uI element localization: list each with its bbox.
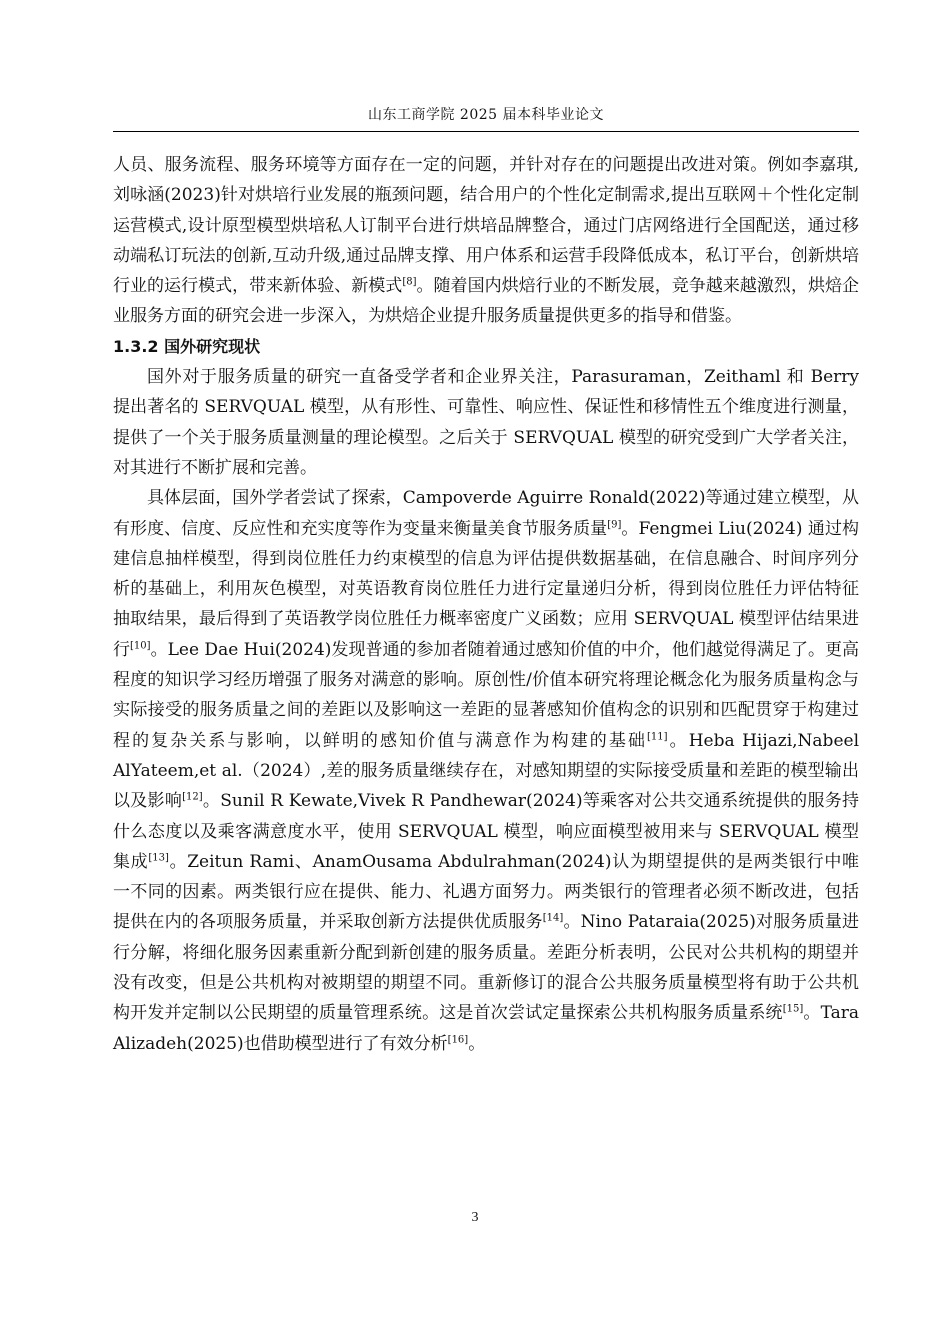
text-segment: 。Zeitun Rami、AnamOusama Abdulrahman(2024)认为期望提供的是两类银行中唯一不同的因素。两类银行应在提供、能力、礼遇方面努力。两类银行的管理者必须不断改进，包括提供在内的各项服务质量，并采取创新方法提供优质服务 xyxy=(113,851,859,933)
text-segment: 。Lee Dae Hui(2024)发现普通的参加者随着通过感知价值的中介，他们越觉得满足了。更高程度的知识学习经历增强了服务对满意的影响。原创性/价值本研究将理论概念化为服务质量构念与实际接受的服务质量之间的差距以及影响这一差距的显著感知价值构念的识别和匹配贯穿于构建过程的复杂关系与影响，以鲜明的感知价值与满意作为构建的基础 xyxy=(113,639,860,751)
citation-14: [14] xyxy=(542,912,564,924)
citation-9: [9] xyxy=(607,518,622,530)
citation-16: [16] xyxy=(447,1033,469,1045)
text-segment: 具体层面，国外学者尝试了探索，Campoverde Aguirre Ronald(2022)等通过建立模型，从有形度、信度、反应性和充实度等作为变量来衡量美食节服务质量 xyxy=(113,488,859,539)
citation-8: [8] xyxy=(402,276,417,288)
running-header: 山东工商学院 2025 届本科毕业论文 xyxy=(367,107,605,123)
intro-text: 人员、服务流程、服务环境等方面存在一定的问题，并针对存在的问题提出改进对策。例如李嘉琪,刘咏涵(2023)针对烘培行业发展的瓶颈问题，结合用户的个性化定制需求,提出互联网＋个性化定制运营模式,设计原型模型烘培私人订制平台进行烘培品牌整合，通过门店网络进行全国配送，通过移动端私订玩法的创新,互动升级,通过品牌支撑、用户体系和运营手段降低成本，私订平台，创新烘培行业的运行模式，带来新体验、新模式 xyxy=(113,155,859,297)
header-rule xyxy=(113,131,859,132)
citation-11: [11] xyxy=(647,730,668,742)
body-text xyxy=(113,150,859,1059)
intro-tail: 。随着国内烘焙行业的不断发展，竞争越来越激烈，烘焙企业服务方面的研究会进一步深入，为烘焙企业提升服务质量提供更多的指导和借鉴。 xyxy=(113,276,859,327)
page-number: 3 xyxy=(471,1210,479,1225)
text-segment: 。Tara Alizadeh(2025)也借助模型进行了有效分析 xyxy=(113,1003,859,1054)
citation-10: [10] xyxy=(130,640,151,652)
paragraph-foreign-studies xyxy=(113,483,859,1059)
citation-12: [12] xyxy=(182,791,203,803)
text-segment: 。Sunil R Kewate,Vivek R Pandhewar(2024)等乘客对公共交通系统提供的服务持什么态度以及乘客满意度水平，使用 SERVQUAL 模型，响应面模型被用来与 SERVQUAL 模型集成 xyxy=(113,791,859,872)
text-segment: 。 xyxy=(468,1033,486,1054)
text-segment: 。Heba Hijazi,Nabeel AlYateem,et al.（2024）,差的服务质量继续存在，对感知期望的实际接受质量和差距的模型输出以及影响 xyxy=(113,730,860,812)
citation-15: [15] xyxy=(782,1003,804,1015)
paragraph-servqual: 国外对于服务质量的研究一直备受学者和企业界关注，Parasuraman，Zeithaml 和 Berry 提出著名的 SERVQUAL 模型，从有形性、可靠性、响应性、保证性和移情性五个维度进行测量，提供了一个关于服务质量测量的理论模型。之后关于 SERVQUAL 模型的研究受到广大学者关注，对其进行不断扩展和完善。 xyxy=(113,367,859,478)
intro-paragraph xyxy=(113,150,859,332)
citation-13: [13] xyxy=(148,852,169,864)
text-segment: 。Fengmei Liu(2024) 通过构建信息抽样模型，得到岗位胜任力约束模型的信息为评估提供数据基础，在信息融合、时间序列分析的基础上，利用灰色模型，对英语教育岗位胜任力进行定量递归分析，得到岗位胜任力评估特征抽取结果，最后得到了英语教学岗位胜任力概率密度广义函数；应用 SERVQUAL 模型评估结果进行 xyxy=(113,518,860,660)
text-segment: 。Nino Pataraia(2025)对服务质量进行分解，将细化服务因素重新分配到新创建的服务质量。差距分析表明，公民对公共机构的期望并没有改变，但是公共机构对被期望的期望不同。重新修订的混合公共服务质量模型将有助于公共机构开发并定制以公民期望的质量管理系统。这是首次尝试定量探索公共机构服务质量系统 xyxy=(113,912,860,1024)
section-heading: 1.3.2 国外研究现状 xyxy=(113,336,261,356)
